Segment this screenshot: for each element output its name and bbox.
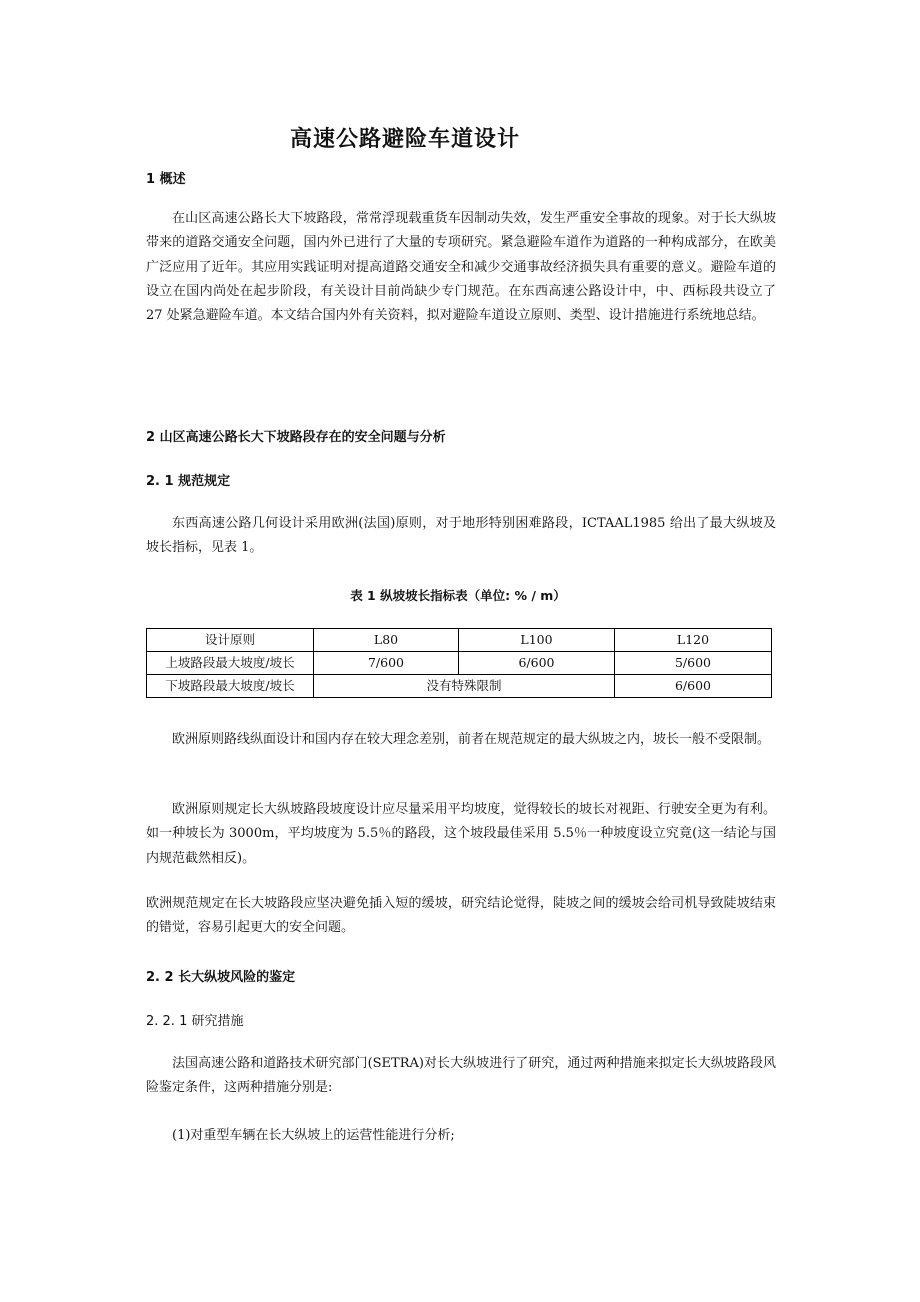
table-1-caption: 表 1 纵坡坡长指标表（单位: % / m） (350, 588, 566, 603)
slope-spec-table (146, 628, 772, 698)
table-cell: L100 (459, 629, 615, 652)
table-row (147, 652, 772, 675)
section-2-heading: 2 山区高速公路长大下坡路段存在的安全问题与分析 (146, 430, 446, 445)
section-2-1-heading: 2. 1 规范规定 (146, 474, 231, 489)
section-2-2-heading: 2. 2 长大纵坡风险的鉴定 (146, 970, 296, 985)
section-2-1-paragraph-4: 欧洲规范规定在长大坡路段应坚决避免插入短的缓坡，研究结论觉得，陡坡之间的缓坡会给司机导致陡坡结束的错觉，容易引起更大的安全问题。 (146, 896, 776, 936)
table-row (147, 675, 772, 698)
section-1-heading: 1 概述 (146, 172, 186, 187)
table-cell: 6/600 (615, 675, 772, 698)
table-cell: 下坡路段最大坡度/坡长 (147, 675, 314, 698)
document-title: 高速公路避险车道设计 (289, 127, 520, 152)
section-2-1-paragraph-1: 东西高速公路几何设计采用欧洲(法国)原则，对于地形特别困难路段，ICTAAL1985 给出了最大纵坡及坡长指标，见表 1。 (146, 516, 776, 556)
table-cell: L80 (314, 629, 459, 652)
table-cell: 设计原则 (147, 629, 314, 652)
table-cell-merged: 没有特殊限制 (314, 675, 615, 698)
table-cell: 5/600 (615, 652, 772, 675)
table-header-row (147, 629, 772, 652)
table-cell: 上坡路段最大坡度/坡长 (147, 652, 314, 675)
list-item-1: (1)对重型车辆在长大纵坡上的运营性能进行分析; (172, 1128, 455, 1143)
table-cell: 7/600 (314, 652, 459, 675)
section-2-1-paragraph-2: 欧洲原则路线纵面设计和国内存在较大理念差别，前者在规范规定的最大纵坡之内，坡长一般不受限制。 (172, 732, 771, 747)
section-2-2-1-paragraph: 法国高速公路和道路技术研究部门(SETRA)对长大纵坡进行了研究，通过两种措施来拟定长大纵坡路段风险鉴定条件，这两种措施分别是: (146, 1056, 776, 1096)
table-cell: L120 (615, 629, 772, 652)
section-1-paragraph: 在山区高速公路长大下坡路段，常常浮现载重货车因制动失效，发生严重安全事故的现象。对于长大纵坡带来的道路交通安全问题，国内外已进行了大量的专项研究。紧急避险车道作为道路的一种构成部分，在欧美广泛应用了近年。其应用实践证明对提高道路交通安全和减少交通事故经济损失具有重要的意义。避险车道的设立在国内尚处在起步阶段，有关设计目前尚缺少专门规范。在东西高速公路设计中，中、西标段共设立了 27 处紧急避险车道。本文结合国内外有关资料，拟对避险车道设立原则、类型、设计措施进行系统地总结。 (146, 211, 776, 324)
table-cell: 6/600 (459, 652, 615, 675)
section-2-1-paragraph-3: 欧洲原则规定长大纵坡路段坡度设计应尽量采用平均坡度，觉得较长的坡长对视距、行驶安全更为有利。如一种坡长为 3000m，平均坡度为 5.5％的路段，这个坡段最佳采用 5.5％一种坡度设立究竟(这一结论与国内规范截然相反)。 (146, 802, 776, 866)
section-2-2-1-heading: 2. 2. 1 研究措施 (146, 1014, 244, 1029)
